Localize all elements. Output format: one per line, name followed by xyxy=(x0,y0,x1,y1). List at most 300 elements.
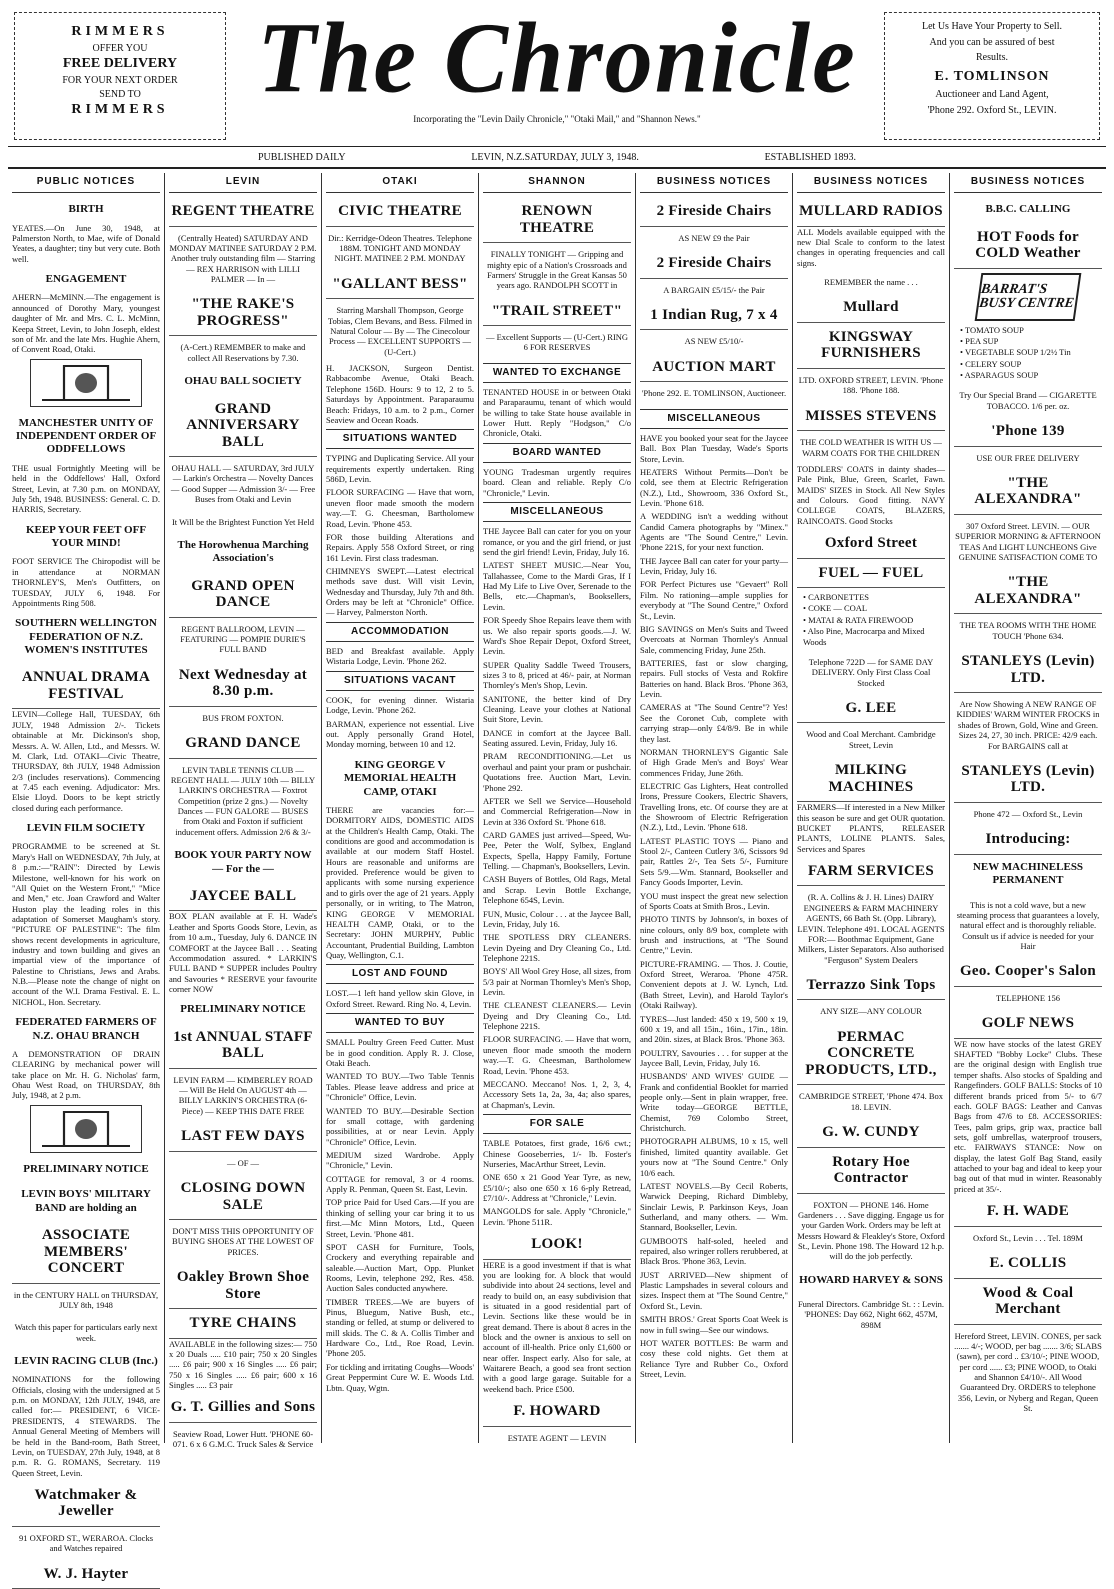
section-heading: ACCOMMODATION xyxy=(326,622,474,642)
classified-ad: NORMAN THORNLEY'S Gigantic Sale of High Grade Men's and Boys' Wear commences Friday, June 26th. xyxy=(640,746,788,778)
advert-block xyxy=(797,756,945,802)
centered-text xyxy=(954,384,1102,417)
ad-body: TELEPHONE 156 xyxy=(996,992,1060,1003)
ad-headline: CIVIC THEATRE xyxy=(338,203,462,220)
ad-subheading: LEVIN BOYS' MILITARY BAND are holding an xyxy=(21,1188,151,1214)
ad-headline: MULLARD RADIOS xyxy=(799,203,943,220)
column-heading: BUSINESS NOTICES xyxy=(954,173,1102,193)
tomlinson-name: E. TOMLINSON xyxy=(934,68,1050,84)
ad-body: ANY SIZE—ANY COLOUR xyxy=(820,1006,922,1017)
ad-subheading: BIRTH xyxy=(68,203,104,216)
ad-body: USE OUR FREE DELIVERY xyxy=(976,452,1080,463)
centered-text xyxy=(169,336,317,369)
ad-body: FOXTON — PHONE 146. Home Gardeners . . . Save digging. Engage us for your Garden Work. Orders may be left at Messrs Howard & Fleakley's Store, Oxford St., Levin. Phone 198. The Howard 12 h.p. will do the job perfectly. xyxy=(797,1199,945,1262)
ad-headline: LAST FEW DAYS xyxy=(181,1128,305,1145)
ad-body: LTD. OXFORD STREET, LEVIN. 'Phone 188. 'Phone 188. xyxy=(798,374,944,396)
subheading-block xyxy=(797,1268,945,1293)
classified-ad: FLOOR SURFACING — Have that worn, uneven floor made smooth the modern way.—T. G. Cheesman, Bartholomew Road, Levin. 'Phone 453. xyxy=(326,487,474,529)
classified-ad: CAMERAS at "The Sound Centre"? Yes! See the Coronet Cub, complete with carrying strap—only £4/8/9. Be in while they last. xyxy=(640,702,788,744)
classified-ad: TENANTED HOUSE in or between Otaki and Paraparaumu, tenant of which would be willing to take State house available in Lower Hutt. Reply "Hodgson," C/o Chronicle, Otaki. xyxy=(483,387,631,439)
dateline-center: LEVIN, N.Z.SATURDAY, JULY 3, 1948. xyxy=(471,151,639,163)
ad-subheading: KING GEORGE V MEMORIAL HEALTH CAMP, OTAKI xyxy=(343,758,457,798)
centered-text xyxy=(483,326,631,359)
advert-block xyxy=(483,297,631,327)
classified-ad: DANCE in comfort at the Jaycee Ball. Seating assured. Levin, Friday, July 16. xyxy=(483,727,631,749)
ad-body: Hereford Street, LEVIN. CONES, per sack ....... 4/-; WOOD, per bag ....... 3/6; SLABS (sawn), per cord .. £3/10/-; PINE WOOD, per cord ...... £3; PINE WOOD, to Otaki and Shannon £4/10/-. All Wood Guaranteed Dry. ORDERS to telephone 356, Levin, or Nyberg and Regan, Queen St. xyxy=(954,1330,1102,1414)
ad-headline: G. LEE xyxy=(845,699,897,716)
ad-body: LEVIN TABLE TENNIS CLUB — REGENT HALL — JULY 10th — BILLY LARKIN'S ORCHESTRA — Foxtrot Competition (prize 2 gns.) — Novelty Dances — FUN GALORE — BUSES from Otaki and Foxton if sufficient inducement offers. Admission 2/6 & 3/- xyxy=(170,764,316,837)
list-item: • TOMATO SOUP xyxy=(960,324,1024,335)
classified-ad: THE Jaycee Ball can cater for your party—Levin, Friday, July 16. xyxy=(640,555,788,577)
advert-block xyxy=(954,469,1102,515)
advert-block xyxy=(12,1481,160,1527)
ad-headline: FARM SERVICES xyxy=(807,862,935,879)
classified-ad: BED and Breakfast available. Apply Wistaria Lodge, Levin. 'Phone 262. xyxy=(326,645,474,667)
ad-headline: G. T. Gillies and Sons xyxy=(170,1399,316,1416)
ad-body: Watch this paper for particulars early next week. xyxy=(14,1322,158,1343)
classified-ad: BIG SAVINGS on Men's Suits and Tweed Overcoats at Norman Thornley's Annual Sale, commencing Friday, June 25th. xyxy=(640,623,788,655)
section-heading: MISCELLANEOUS xyxy=(640,409,788,429)
advert-block xyxy=(797,323,945,369)
list-item: • CARBONETTES xyxy=(803,592,870,603)
classified-ad: A WEDDING isn't a wedding without Candid Camera photographs by "Minex." Agents are "The Sound Centre," Levin. 'Phone 221S, for your next function. xyxy=(640,511,788,553)
ad-body: (Centrally Heated) SATURDAY AND MONDAY MATINEE SATURDAY 2 P.M. Another truly outstanding film — Starring — REX HARRISON with LILLI PALMER — In — xyxy=(169,232,317,285)
classified-ad: BARMAN, experience not essential. Live out. Apply personally Grand Hotel, Monday morning, between 10 and 12. xyxy=(326,718,474,750)
classified-ad: THERE are vacancies for:— DORMITORY AIDS, DOMESTIC AIDS at the Children's Health Camp, Otaki. The conditions are good and accommodation is available at our modern Staff Hostel. Hours are reasonable and uniforms are provided. Preference would be given to applicants with some nursing experience and to girls over the age of 21 years. Apply personally, or in writing, to The Matron, KING GEORGE V MEMORIAL HEALTH CAMP, Otaki, or to the Secretary: JOHN MURPHY, Public Accountant, Prudential Building, Lambton Quay, Wellington, C.1. xyxy=(326,804,474,960)
classified-ad: TYRES—Just landed: 450 x 19, 500 x 19, 600 x 19, and all 15in., 16in., 17in., 18in. and 20in. sizes, at Black Bros. 'Phone 363. xyxy=(640,1013,788,1045)
ad-headline: GOLF NEWS xyxy=(981,1015,1075,1032)
classified-ad: THE SPOTLESS DRY CLEANERS. Levin Dyeing and Dry Cleaning Co., Ltd. Telephone 221S. xyxy=(483,932,631,963)
list-item: • MATAI & RATA FIREWOOD xyxy=(803,614,914,625)
dateline-left: PUBLISHED DAILY xyxy=(258,151,346,163)
ad-headline: "THE ALEXANDRA" xyxy=(974,474,1082,508)
classified-ad: PRAM RECONDITIONING.—Let us overhaul and paint your pram or pushchair. Quotations free. Auction Mart, Levin. 'Phone 292. xyxy=(483,751,631,793)
ad-body: REGENT BALLROOM, LEVIN — FEATURING — POMPIE DURIE'S FULL BAND xyxy=(180,623,306,655)
ad-headline: Mullard xyxy=(843,299,899,316)
ad-headline: AUCTION MART xyxy=(652,358,776,375)
centered-text xyxy=(169,1220,317,1263)
rimmers-ad xyxy=(14,12,226,140)
classified-ad: ALL Models available equipped with the new Dial Scale to conform to the latest changes in operating frequencies and call signs. xyxy=(797,226,945,268)
advert-block xyxy=(640,301,788,331)
advert-block xyxy=(954,957,1102,987)
subheading-block xyxy=(12,411,160,463)
ad-headline: FUEL — FUEL xyxy=(818,564,924,581)
centered-text xyxy=(954,1325,1102,1420)
tomlinson-line3: Results. xyxy=(976,52,1008,63)
list-item: • COKE — COAL xyxy=(803,603,868,614)
ad-headline: "THE ALEXANDRA" xyxy=(974,574,1082,607)
classified-ad: PHOTOGRAPH ALBUMS, 10 x 15, well finished, limited quantity available. Get yours now at "The Sound Centre." Only 10/6 each. xyxy=(640,1136,788,1178)
advert-block xyxy=(12,1560,160,1589)
classified-ad: LEVIN—College Hall, TUESDAY, 6th JULY, 1948 Admission 2/-. Tickets obtainable at Mr. Dickinson's shop, Messrs. A. W. Allen, Ltd., and Messrs. W. M. Clark, Ltd. OTAKI—Civic Theatre, THURSDAY, 8th JULY, 1948 Admission 2/3 (includes reservations). Commencing at 7.45 each evening. Adjudicator: Mrs. Elsie Lloyd. Doors to be kept strictly closed during each performance. xyxy=(12,709,160,813)
centered-text xyxy=(640,227,788,249)
ad-headline: 2 Fireside Chairs xyxy=(656,203,772,220)
subheading-block xyxy=(169,997,317,1022)
ad-body: THE TEA ROOMS WITH THE HOME TOUCH 'Phone 634. xyxy=(959,620,1097,641)
tomlinson-line2: And you can be assured of best xyxy=(929,36,1055,48)
rimmers-line4: FOR YOUR NEXT ORDER xyxy=(62,75,178,87)
centered-text xyxy=(797,431,945,464)
advert-block xyxy=(326,270,474,300)
ad-subheading: KEEP YOUR FEET OFF YOUR MIND! xyxy=(25,523,147,550)
classified-ad: WANTED TO BUY.—Desirable Section for small cottage, with gardening possibilities, at or near Levin. Apply "Chronicle" Office, Levin. xyxy=(326,1105,474,1147)
centered-text xyxy=(954,987,1102,1009)
ad-headline: CLOSING DOWN SALE xyxy=(180,1180,306,1213)
ad-body: Starring Marshall Thompson, George Tobias, Clem Bevans, and Bess. Filmed in Natural Colour — By — The Cinecolour Process — EXCELLENT SUPPORTS — (U-Cert.) xyxy=(327,305,473,357)
ad-body: AS NEW £9 the Pair xyxy=(678,232,750,243)
section-heading: SITUATIONS WANTED xyxy=(326,429,474,449)
classified-ad: LATEST SHEET MUSIC.—Near You, Tallahassee, Come to the Mardi Gras, If I Had My Life to Live Over, Serenade to the Bells, etc.—Chapman's, Booksellers, Levin. xyxy=(483,560,631,612)
centered-text xyxy=(797,886,945,971)
column-5 xyxy=(636,173,793,1443)
centered-text xyxy=(169,1152,317,1174)
rimmers-line3: FREE DELIVERY xyxy=(62,56,178,72)
advert-block xyxy=(640,353,788,383)
ad-body: 91 OXFORD ST., WERAROA. Clocks and Watches repaired xyxy=(18,1532,154,1554)
ad-body: Telephone 722D — for SAME DAY DELIVERY. Only First Class Coal Stocked xyxy=(808,656,934,688)
ad-body: 307 Oxford Street. LEVIN. — OUR SUPERIOR MORNING & AFTERNOON TEAS And LIGHT LUNCHEONS Give GENUINE SATISFACTION COME TO xyxy=(955,520,1101,563)
centered-text xyxy=(169,618,317,661)
ad-body: CAMBRIDGE STREET, 'Phone 474. Box 18. LEVIN. xyxy=(799,1091,943,1112)
ad-headline: Terrazzo Sink Tops xyxy=(806,976,936,993)
advert-block xyxy=(169,1263,317,1309)
ad-headline: Geo. Cooper's Salon xyxy=(959,963,1097,980)
subheading-block xyxy=(169,843,317,882)
ad-body: in the CENTURY HALL on THURSDAY, JULY 8th, 1948 xyxy=(13,1289,159,1310)
advert-block xyxy=(797,402,945,432)
list-item: • VEGETABLE SOUP 1/2½ Tin xyxy=(960,347,1071,358)
centered-text xyxy=(12,1284,160,1317)
classified-ad: SMITH BROS.' Great Sports Coat Week is now in full swing—See our windows. xyxy=(640,1314,788,1335)
column-heading: OTAKI xyxy=(326,173,474,193)
section-heading: LOST AND FOUND xyxy=(326,964,474,984)
advert-block xyxy=(169,1309,317,1339)
tomlinson-line4: Auctioneer and Land Agent, xyxy=(935,89,1049,101)
ad-headline: LOOK! xyxy=(531,1236,583,1253)
centered-text xyxy=(954,1227,1102,1249)
advert-block xyxy=(954,647,1102,693)
ad-subheading: PRELIMINARY NOTICE xyxy=(23,1162,149,1175)
centered-text xyxy=(483,243,631,296)
classified-ad: A DEMONSTRATION OF DRAIN CLEARING by mechanical power will take place on Mr. H. G. Nicholas' farm, Ohau West Road, on THURSDAY, 8th July, 1948, at 2 p.m. xyxy=(12,1049,160,1101)
ad-body: FINALLY TONIGHT — Gripping and mighty epic of a Nation's Crossroads and Farmers' Struggle in the Great Kansas 50 years ago. RANDOLPH SCOTT in xyxy=(487,249,627,291)
advert-block xyxy=(797,694,945,724)
classified-ad: TODDLERS' COATS in dainty shades—Pale Pink, Blue, Green, Scarlet, Fawn. MAIDS' SIZES in Stock. All New Styles and Colours. Good fitting. NAVY COLLEGE COATS, BLAZERS, RAINCOATS. Good Stocks xyxy=(797,463,945,526)
advert-block xyxy=(169,572,317,618)
ad-headline: MISSES STEVENS xyxy=(805,407,937,424)
classified-ad: FUN, Music, Colour . . . at the Jaycee Ball, Levin, Friday, July 16. xyxy=(483,908,631,929)
subheading-block xyxy=(12,816,160,841)
classified-ad: FOR those building Alterations and Repairs. Apply 558 Oxford Street, or ring 161 Levin. First class tradesman. xyxy=(326,531,474,563)
classified-ad: TYPING and Duplicating Service. All your requirements expertly undertaken. Ring 586D, Levin. xyxy=(326,453,474,485)
column-heading: BUSINESS NOTICES xyxy=(640,173,788,193)
emblem-icon xyxy=(30,359,142,407)
tomlinson-line5: 'Phone 292. Oxford St., LEVIN. xyxy=(927,104,1057,116)
classified-ad: MEDIUM sized Wardrobe. Apply "Chronicle," Levin. xyxy=(326,1149,474,1171)
classified-ad: PROGRAMME to be screened at St. Mary's Hall on WEDNESDAY, 7th July, at 8 p.m.:—"RAIN": Directed by Lewis Milestone, well-known for his work on "All Quiet on the Western Front," "Mice and Men," etc. Joan Crawford and Walter Huston play the leading roles in this adaptation of Somerset Maugham's story. "PICTURE OF PALESTINE": The film shows recent developments in agriculture, industry and town building and gives an impartial view of the importance of Palestine to Christians, Jews and Arabs. N.B.—Please note the change of night on account of the W.I. Drama Festival. E. L. NICHOL, Hon. Secretary. xyxy=(12,841,160,1007)
centered-text xyxy=(640,330,788,352)
centered-text xyxy=(169,707,317,729)
classified-ad: HUSBANDS' AND WIVES' GUIDE —Frank and confidential Booklet for married people only.—Sent in plain wrapper, free. Write today—GEORGE BETTLE, Chemist, 769 Colombo Street, Christchurch. xyxy=(640,1071,788,1134)
classified-ad: LATEST NOVELS.—By Cecil Roberts, Warwick Deeping, Richard Dimbleby, Sinclair Lewis, P. Parkinson Keys, Joan Sutherland, and many others. — Wm. Stannard, Bookseller, Levin. xyxy=(640,1180,788,1233)
ad-body: Oxford St., Levin . . . Tel. 189M xyxy=(973,1232,1083,1243)
classified-ad: JUST ARRIVED—New shipment of Plastic Lampshades in several colours and sizes. Inspect them at "The Sound Centre," Oxford St., Levin. xyxy=(640,1269,788,1311)
advert-block xyxy=(954,825,1102,855)
advert-block xyxy=(797,1148,945,1194)
classified-ad: POULTRY, Savouries . . . for supper at the Jaycee Ball, Levin, Friday, July 16. xyxy=(640,1047,788,1068)
advert-block xyxy=(326,197,474,227)
advert-block xyxy=(169,290,317,336)
dateline-right: ESTABLISHED 1893. xyxy=(764,151,856,163)
list-item: • Also Pine, Macrocarpa and Mixed Woods xyxy=(803,626,925,647)
classified-ad: GUMBOOTS half-soled, heeled and repaired, also wringer rollers rerubbered, at Black Bros. 'Phone 363, Levin. xyxy=(640,1235,788,1267)
ad-headline: F. H. WADE xyxy=(986,1203,1070,1220)
ad-body: Are Now Showing A NEW RANGE OF KIDDIES' WARM WINTER FROCKS in shades of Brown, Gold, Wine and Green. Sizes 24, 27, 30 inch. PRICE: 42/9 each. For BARGAINS call at xyxy=(956,699,1100,751)
classified-ad: TIMBER TREES.—We are buyers of Pinus, Bluegum, Native Bush, etc., standing or felled, at stump or delivered to mill skids. The C. & A. Collis Timber and Hardware Co., Ltd., Roe Road, Levin. 'Phone 205. xyxy=(326,1296,474,1359)
ad-headline: HOT Foods for COLD Weather xyxy=(975,228,1081,262)
classified-ad: SPOT CASH for Furniture, Tools, Crockery and everything repairable and saleable.—Auction Mart, Opp. Plunket Rooms, Levin, telephone 292, Res. 458. Auction Sales conducted anywhere. xyxy=(326,1241,474,1294)
ad-headline: 1st ANNUAL STAFF BALL xyxy=(173,1028,313,1062)
ad-headline: GRAND ANNIVERSARY BALL xyxy=(186,400,300,450)
advert-block xyxy=(797,1023,945,1086)
subheading-block xyxy=(12,267,160,292)
column-7 xyxy=(950,173,1106,1443)
column-heading: LEVIN xyxy=(169,173,317,193)
list-item: • CELERY SOUP xyxy=(960,358,1022,369)
advert-block xyxy=(169,197,317,227)
advert-block xyxy=(169,661,317,707)
centered-text xyxy=(326,299,474,363)
dateline xyxy=(8,147,1106,169)
classified-ad: SANITONE, the better kind of Dry Cleaning. Leave your clothes at National Suit Store, Levin. xyxy=(483,693,631,725)
classified-ad: FLOOR SURFACING. — Have that worn, uneven floor made smooth the modern way.—T. G. Cheesman, Bartholomew Road, Levin. 'Phone 453. xyxy=(483,1034,631,1076)
ad-headline: Wood & Coal Merchant xyxy=(982,1284,1074,1317)
subheading-block xyxy=(169,533,317,572)
ad-body: OHAU HALL — SATURDAY, 3rd JULY — Larkin's Orchestra — Novelty Dances — Good Supper — Admission 3/- — Free Buses from Otaki and Levin xyxy=(170,463,316,505)
advert-block xyxy=(169,882,317,912)
ad-body: A BARGAIN £5/15/- the Pair xyxy=(663,284,765,295)
column-3 xyxy=(322,173,479,1443)
ad-subheading: SOUTHERN WELLINGTON FEDERATION OF N.Z. WOMEN'S INSTITUTES xyxy=(15,617,157,657)
tomlinson-ad xyxy=(884,12,1100,140)
centered-text xyxy=(797,1194,945,1268)
list-item: • ASPARAGUS SOUP xyxy=(960,370,1039,381)
subheading-block xyxy=(12,1349,160,1374)
ad-body: This is not a cold wave, but a new steaming process that guarantees a lovely, natural effect and is thoroughly reliable. Consult us if advice is needed for your Hair xyxy=(956,899,1100,952)
subheading-block xyxy=(12,1010,160,1049)
centered-text xyxy=(954,693,1102,757)
advert-block xyxy=(169,1174,317,1220)
classified-ad: COTTAGE for removal, 3 or 4 rooms. Apply R. Penman, Queen St. East, Levin. xyxy=(326,1173,474,1195)
masthead xyxy=(8,1,1106,147)
centered-text xyxy=(797,1000,945,1022)
classified-ad: YEATES.—On June 30, 1948, at Palmerston North, to Mae, wife of Donald Yeates, a daughter; tiny but very cute. Both well. xyxy=(12,222,160,264)
advert-block xyxy=(640,249,788,279)
advert-block xyxy=(954,1009,1102,1039)
ad-headline: 2 Fireside Chairs xyxy=(656,255,772,272)
classified-ad: ONE 650 x 21 Good Year Tyre, as new, £5/10/-; also one 650 x 16 6-ply Retread, £7/10/-. Address at "Chronicle," Levin. xyxy=(483,1172,631,1203)
column-1 xyxy=(8,173,165,1582)
ad-body: BUS FROM FOXTON. xyxy=(202,712,284,723)
advert-block xyxy=(169,395,317,458)
classified-ad: PHOTO TINTS by Johnson's, in boxes of nine colours, only 8/9 box, complete with brush and instructions, at "The Sound Centre," Levin. xyxy=(640,914,788,956)
centered-text xyxy=(797,1085,945,1118)
ad-subheading: NEW MACHINELESS PERMANENT xyxy=(972,860,1084,887)
ad-body: Try Our Special Brand — CIGARETTE TOBACCO. 1/6 per. oz. xyxy=(959,390,1097,411)
advert-block xyxy=(483,1230,631,1260)
centered-text xyxy=(169,1069,317,1122)
centered-text xyxy=(954,614,1102,647)
ad-headline: 'Phone 139 xyxy=(991,423,1065,440)
centered-text xyxy=(640,279,788,301)
classified-ad: THE Jaycee Ball can cater for you on your romance, or you and the girl friend, or just send the girl friend! Levin, Friday, July 16. xyxy=(483,526,631,557)
ad-headline: F. HOWARD xyxy=(513,1403,601,1420)
column-heading: PUBLIC NOTICES xyxy=(12,173,160,193)
classified-ad: AVAILABLE in the following sizes:— 750 x 20 Duals ..... £10 pair; 750 x 20 Singles ..... £6 pair; 900 x 16 Singles ..... £6 pair; 750 x 16 Singles ..... £6 pair; 600 x 16 Singles ..... £3 pair xyxy=(169,1338,317,1391)
ad-body: (A-Cert.) REMEMBER to make and collect All Reservations by 7.30. xyxy=(180,342,306,363)
classified-ad: SUPER Quality Saddle Tweed Trousers, sizes 3 to 8, priced at 46/- pair, at Norman Thornley's Men's Shop, Levin. xyxy=(483,659,631,691)
classified-ad: BOX PLAN available at F. H. Wade's Leather and Sports Goods Store, Levin, as from 10 a.m., Tuesday, July 6. DANCE IN COMFORT at the Jaycee Ball . . . Seating Accommodation assured. * LARKIN'S FULL BAND * SUPPER includes Poultry and Savouries * RESERVE your favourite corner NOW xyxy=(169,911,317,994)
column-2 xyxy=(165,173,322,1450)
ad-headline: Oakley Brown Shoe Store xyxy=(176,1269,310,1302)
classified-ad: BOYS' All Wool Grey Hose, all sizes, from 5/3 pair at Norman Thornley's Men's Shop, Levin. xyxy=(483,966,631,998)
ad-body: Wood and Coal Merchant. Cambridge Street, Levin xyxy=(806,729,936,750)
advert-block xyxy=(483,197,631,243)
advert-block xyxy=(169,1122,317,1152)
ad-subheading: B.B.C. CALLING xyxy=(985,203,1071,216)
classified-ad: YOUNG Tradesman urgently requires board. Clean and reliable. Reply C/o "Chronicle," Levin. xyxy=(483,467,631,498)
classified-ad: LOST.—1 left hand yellow skin Glove, in Oxford Street. Reward. Ring No. 4, Levin. xyxy=(326,988,474,1009)
ad-body: AS NEW £5/10/- xyxy=(684,336,744,347)
ad-body: — OF — xyxy=(226,1157,260,1168)
ad-headline: Next Wednesday at 8.30 p.m. xyxy=(178,666,308,700)
classified-ad: FOOT SERVICE The Chiropodist will be in attendance at NORMAN THORNLEY'S, Men's Outfitters, on TUESDAY, JULY 6, 1948. For Appointments Ring 508. xyxy=(12,556,160,608)
advert-block xyxy=(797,559,945,589)
advert-block xyxy=(797,1118,945,1148)
classified-ad: HEATERS Without Permits—Don't be cold, see them at Electric Refrigeration (N.Z.), Ltd., Showroom, 336 Oxford St., Levin. 'Phone 618. xyxy=(640,466,788,508)
ad-headline: "THE RAKE'S PROGRESS" xyxy=(191,296,295,329)
section-heading: BOARD WANTED xyxy=(483,443,631,463)
ad-subheading: BOOK YOUR PARTY NOW — For the — xyxy=(174,849,312,875)
ad-headline: ASSOCIATE MEMBERS' CONCERT xyxy=(41,1227,131,1277)
advert-block xyxy=(169,1393,317,1423)
ad-headline: ANNUAL DRAMA FESTIVAL xyxy=(21,669,151,702)
classified-ad: HERE is a good investment if that is what you are looking for. A block that would subdivide into about 24 sections, level and ready to build on, an easy subdivision that is situated in a good residential part of Levin. Sections like these would be in great demand. There is about 8 acres in the block and the owner is anxious to sell on account of ill-health. Price only £1,600 or near offer. Inspect early. Also for sale, at Waitarere Beach, a good sea front section with a good large garage. Suitable for a weekend bach. Price £500. xyxy=(483,1259,631,1394)
ad-body: THE COLD WEATHER IS WITH US — WARM COATS FOR THE CHILDREN xyxy=(800,437,942,458)
subheading-block xyxy=(12,1157,160,1182)
classified-ad: CHIMNEYS SWEPT.—Latest electrical methods save dust. Will visit Levin, Wednesday and Thursday, July 7th and 8th. Orders may be left at "Chronicle" Office. — Harvey, Palmerston North. xyxy=(326,566,474,618)
advert-block xyxy=(954,1197,1102,1227)
advert-block xyxy=(797,971,945,1001)
ad-body: REMEMBER the name . . . xyxy=(824,277,918,288)
centered-text xyxy=(954,894,1102,958)
tomlinson-line1: Let Us Have Your Property to Sell. xyxy=(922,21,1062,32)
ad-subheading: HOWARD HARVEY & SONS xyxy=(799,1273,943,1286)
advert-block xyxy=(483,1397,631,1427)
ad-subheading: ENGAGEMENT xyxy=(45,273,127,286)
centered-text xyxy=(954,447,1102,469)
ad-headline: MILKING MACHINES xyxy=(828,762,914,795)
ad-headline: KINGSWAY FURNISHERS xyxy=(821,328,921,362)
classified-ad: CASH Buyers of Bottles, Old Rags, Metal and Scrap. Levin Bottle Exchange, Telephone 654S, Levin. xyxy=(483,874,631,906)
subheading-block xyxy=(12,197,160,222)
section-heading: WANTED TO BUY xyxy=(326,1013,474,1033)
classified-ad: THE CLEANEST CLEANERS.— Levin Dyeing and Dry Cleaning Co., Ltd. Telephone 221S. xyxy=(483,1000,631,1032)
section-heading: MISCELLANEOUS xyxy=(483,502,631,522)
rimmers-line5: SEND TO xyxy=(99,88,141,100)
ad-body: DON'T MISS THIS OPPORTUNITY OF BUYING SHOES AT THE LOWEST OF PRICES. xyxy=(172,1226,314,1257)
classified-ad: COOK, for evening dinner. Wistaria Lodge, Levin. 'Phone 262. xyxy=(326,694,474,716)
column-4 xyxy=(479,173,636,1443)
ad-subheading: LEVIN FILM SOCIETY xyxy=(26,822,146,835)
centered-text xyxy=(640,382,788,404)
classified-ad: BATTERIES, fast or slow charging, repairs. Full stocks of Vesta and Rokfire Batteries on hand. Black Bros. 'Phone 363, Levin. xyxy=(640,658,788,700)
ad-body: (R. A. Collins & J. H. Lines) DAIRY ENGINEERS & FARM MACHINERY AGENTS, 66 Bath St. (Opp. Library), LEVIN. Telephone 491. LOCAL AGENTS FOR:— Boothmac Equipment, Gane Milkers, Lister Separators. Also authorised "Ferguson" System Dealers xyxy=(797,892,945,965)
advert-block xyxy=(954,417,1102,447)
centered-text xyxy=(12,1527,160,1560)
centered-text xyxy=(797,1293,945,1336)
advert-block xyxy=(954,223,1102,269)
ad-headline: Watchmaker & Jeweller xyxy=(34,1486,138,1520)
ad-subheading: PRELIMINARY NOTICE xyxy=(180,1003,306,1016)
advert-block xyxy=(797,197,945,227)
classified-ad: HOT WATER BOTTLES: Be warm and cosy these cold nights. Get them at Reliance Tyre and Rubber Co., Oxford Street, Levin. xyxy=(640,1337,788,1379)
advert-block xyxy=(12,663,160,709)
ad-headline: W. J. Hayter xyxy=(43,1565,129,1582)
ad-body: — Excellent Supports — (U-Cert.) RING 6 FOR RESERVES xyxy=(485,332,629,353)
subheading-block xyxy=(12,611,160,663)
advert-block xyxy=(12,1221,160,1284)
advert-block xyxy=(640,197,788,227)
classified-ad: MECCANO. Meccano! Nos. 1, 2, 3, 4, Accessory Sets 1a, 2a, 3a, 4a; also spares, at Chapman's, Levin. xyxy=(483,1078,631,1110)
advert-block xyxy=(169,1023,317,1069)
centered-text xyxy=(797,651,945,694)
ad-headline: REGENT THEATRE xyxy=(171,203,315,220)
subheading-block xyxy=(954,197,1102,222)
classified-ad: H. JACKSON, Surgeon Dentist. Rabbacombe Avenue, Otaki Beach. Telephone 156D. Hours: 9 to 12, 2 to 5. Saturdays by Appointment. Paraparaumu Beach: Fridays, 10 a.m. to 2 p.m., Corner Seaview and Ocean Roads. xyxy=(326,363,474,425)
classified-ad: ELECTRIC Gas Lighters, Heat controlled Irons, Pressure Cookers, Electric Shavers, Travelling Irons, etc. Of course they are at the Showroom of Electric Refrigeration (N.Z.), Ltd., Levin. 'Phone 618. xyxy=(640,780,788,833)
subheading-block xyxy=(12,518,160,557)
subheading-block xyxy=(954,855,1102,894)
classified-ad: HAVE you booked your seat for the Jaycee Ball. Box Plan Tuesday, Wade's Sports Store, Levin. xyxy=(640,432,788,464)
ad-headline: Introducing: xyxy=(985,831,1071,848)
ad-body: 'Phone 292. E. TOMLINSON, Auctioneer. xyxy=(641,388,787,399)
subheading-block xyxy=(326,753,474,805)
classified-ad: FOR Perfect Pictures use "Gevaert" Roll Film. No rationing—ample supplies for everybody at "The Sound Centre," Oxford St., Levin. xyxy=(640,579,788,621)
classified-ad: AHERN—McMINN.—The engagement is announced of Dorothy Mary, youngest daughter of Mr. and Mrs. C. L. McMinn, Keepa Street, Levin, to John Joseph, eldest son of Mr. and the late Mrs. Hughie Ahern, of Convent Road, Otaki. xyxy=(12,292,160,355)
subheading-block xyxy=(12,1182,160,1221)
classified-ad: MANGOLDS for sale. Apply "Chronicle," Levin. 'Phone 511R. xyxy=(483,1206,631,1227)
bullet-list xyxy=(960,325,1096,381)
newspaper-subtitle: Incorporating the "Levin Daily Chronicle," "Otaki Mail," and "Shannon News." xyxy=(413,114,701,124)
ad-subheading: LEVIN RACING CLUB (Inc.) xyxy=(14,1354,158,1367)
ad-headline: G. W. CUNDY xyxy=(822,1124,920,1141)
classified-ad: CARD GAMES just arrived—Speed, Wu-Pee, Peter the Wolf, Sylbex, England Expects, Spella, Happy Family, Fortune Telling. — Chapman's, Booksellers, Levin. xyxy=(483,829,631,872)
rimmers-line1: RIMMERS xyxy=(71,24,169,39)
ad-headline: GRAND OPEN DANCE xyxy=(191,577,295,611)
classified-ad: AFTER we Sell we Service—Household and Commercial Refrigeration—Now in Levin at 336 Oxford St. 'Phone 618. xyxy=(483,795,631,827)
ad-subheading: MANCHESTER UNITY OF INDEPENDENT ORDER OF ODDFELLOWS xyxy=(15,416,157,456)
ad-subheading: FEDERATED FARMERS OF N.Z. OHAU BRANCH xyxy=(15,1016,157,1042)
centered-text xyxy=(169,457,317,510)
ad-body: Dir.: Kerridge-Odeon Theatres. Telephone 188M. TONIGHT AND MONDAY NIGHT. MATINEE 2 P.M. MONDAY xyxy=(328,232,472,264)
classified-ad: For tickling and irritating Coughs—Woods' Great Peppermint Cure W. E. Woods Ltd. Lbtn. Quay, Wgtn. xyxy=(326,1361,474,1393)
centered-text xyxy=(169,759,317,844)
ad-headline: Oxford Street xyxy=(824,535,918,552)
centered-text xyxy=(169,227,317,291)
ad-body: LEVIN FARM — KIMBERLEY ROAD — Will Be Held On AUGUST 4th — BILLY LARKIN'S ORCHESTRA (6-Piece) — KEEP THIS DATE FREE xyxy=(173,1074,313,1116)
